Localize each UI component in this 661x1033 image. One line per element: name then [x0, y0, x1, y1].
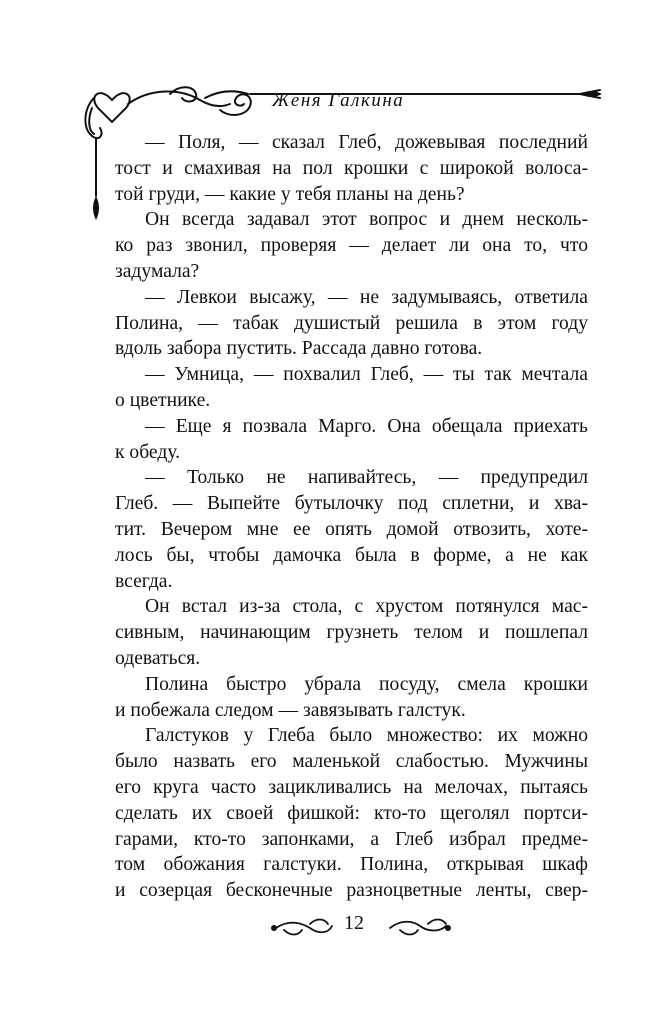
text-line: той груди, — какие у тебя планы на день?	[115, 183, 465, 205]
text-line: — Умница, — похвалил Глеб, — ты так мечтала	[145, 364, 588, 386]
text-line: Глеб. — Выпейте бутылочку под сплетни, и хва-	[115, 493, 588, 515]
text-line: всегда.	[115, 570, 173, 592]
text-line: и побежала следом — завязывать галстук.	[115, 699, 466, 721]
text-line: вдоль забора пустить. Рассада давно готова.	[115, 338, 483, 360]
text-line: — Левкои высажу, — не задумываясь, ответила	[145, 286, 588, 308]
text-line: о цветнике.	[115, 389, 211, 411]
running-head-author: Женя Галкина	[272, 90, 405, 111]
text-line: тит. Вечером мне ее опять домой отвозить, хоте-	[115, 518, 588, 540]
text-line: — Только не напивайтесь, — предупредил	[145, 467, 588, 489]
text-line: Он всегда задавал этот вопрос и днем несколь-	[145, 209, 588, 231]
text-line: тост и смахивая на пол крошки с широкой волоса-	[115, 157, 588, 179]
text-line: было назвать его маленькой слабостью. Мужчины	[115, 751, 588, 773]
text-line: Галстуков у Глеба было множество: их можно	[145, 725, 588, 747]
page-body-text	[115, 130, 588, 904]
page-number: 12	[344, 912, 364, 934]
text-line: задумала?	[115, 260, 200, 282]
text-line: — Поля, — сказал Глеб, дожевывая последний	[145, 132, 588, 153]
text-line: лось бы, чтобы дамочка была в форме, а не как	[115, 544, 588, 566]
text-line: ко раз звонил, проверяя — делает ли она то, что	[115, 235, 588, 257]
text-line: гарами, кто-то запонками, а Глеб избрал предме-	[115, 828, 588, 850]
heart-icon	[94, 93, 129, 122]
text-line: и созерцая бесконечные разноцветные ленты, свер-	[115, 880, 588, 902]
text-line: Он встал из-за стола, с хрустом потянулся мас-	[145, 596, 588, 618]
text-line: Полина, — табак душистый решила в этом году	[115, 312, 588, 334]
footer-flourish	[270, 908, 590, 948]
text-line: сивным, начинающим грузнеть телом и пошлепал	[115, 622, 588, 644]
text-line: — Еще я позвала Марго. Она обещала приехать	[145, 415, 588, 437]
text-line: Полина быстро убрала посуду, смела крошки	[145, 673, 588, 695]
text-line: одеваться.	[115, 647, 201, 669]
text-line: сделать их своей фишкой: кто-то щеголял портси-	[115, 802, 588, 824]
text-line: том обожания галстуки. Полина, открывая шкаф	[115, 854, 588, 876]
text-line: его круга часто зацикливались на мелочах, пытаясь	[115, 776, 588, 798]
text-line: к обеду.	[115, 441, 181, 463]
